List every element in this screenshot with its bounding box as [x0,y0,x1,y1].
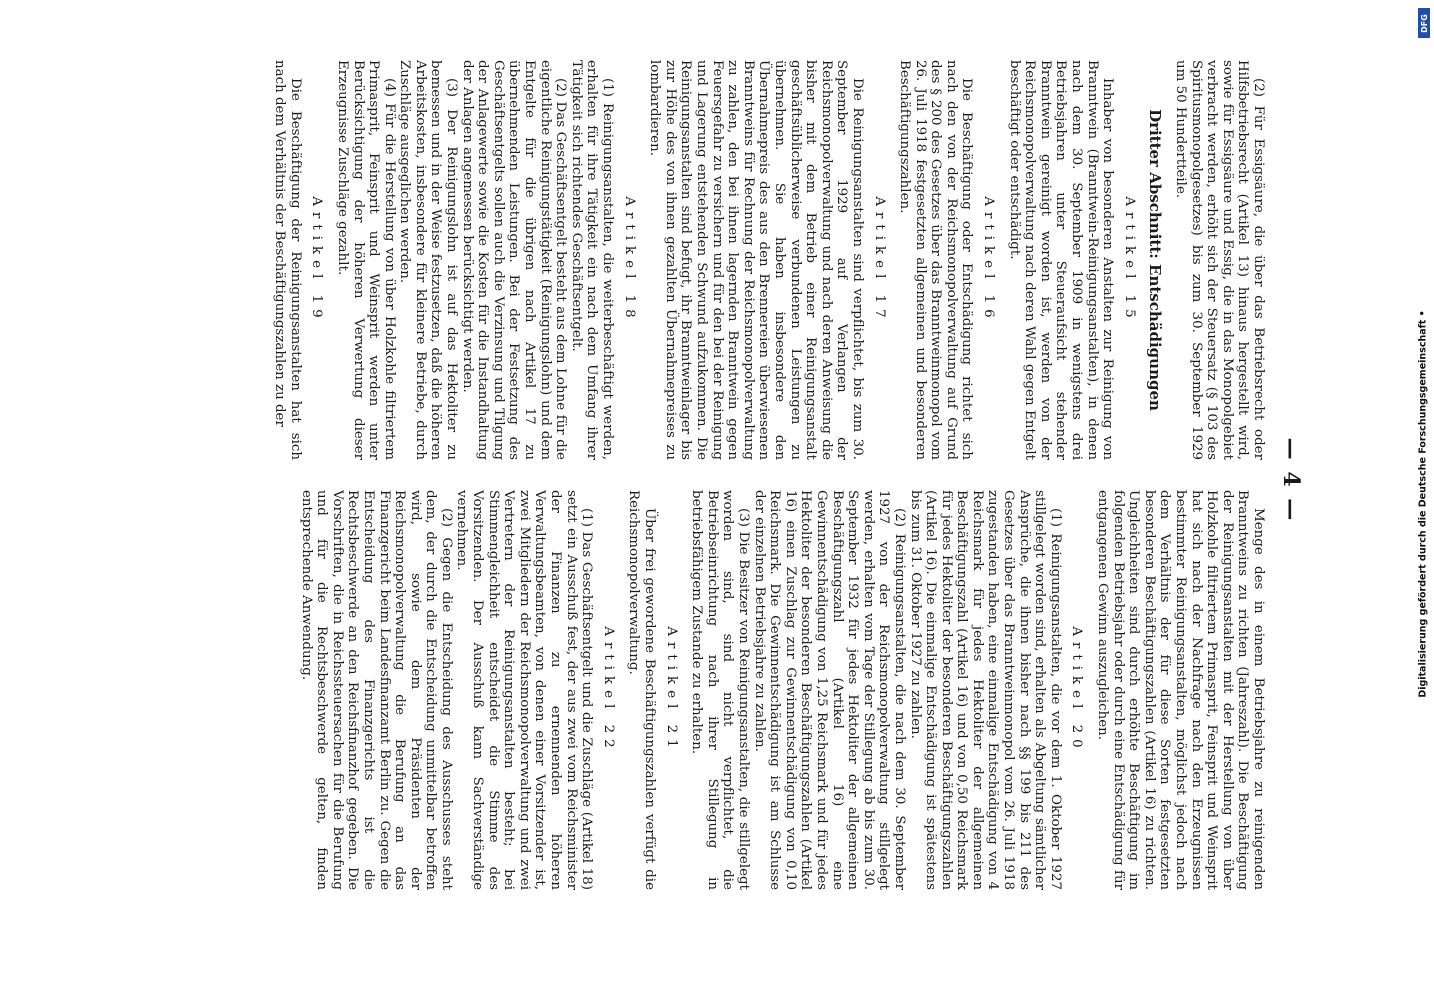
paragraph: Inhaber von besonderen Anstalten zur Reinigung von Branntwein (Branntwein-Reinigungsanstalten), in denen nach dem 30. September 1909 in wenigstens drei Betriebsjahren unter Steueraufsicht stehender Branntwein gereinigt worden ist, werden von der Reichsmonopolverwaltung nach deren Wahl gegen Entgelt beschäftigt oder entschädigt. [1006,60,1116,460]
paragraph: Die Reinigungsanstalten sind verpflichtet, bis zum 30. September 1929 auf Verlangen der Reichsmonopolverwaltung und nach deren Anweisung die bisher mit dem Betrieb einer Reinigungsanstalt geschäftsüblicherweise verbundenen Leistungen zu übernehmen. Sie haben insbesondere den Übernahmepreis des aus den Brennereien überwiesenen Branntweins für Rechnung der Reichsmonopolverwaltung zu zahlen, den bei ihnen lagernden Branntwein gegen Feuersgefahr zu versichern und für den bei der Reinigung und Lagerung entstehenden Schwund aufzukommen. Die Reinigungsanstalten sind befugt, ihr Branntweinlager bis zur Höhe des von ihnen gezahlten Übernahmepreises zu lombardieren. [647,60,865,460]
paragraph: (2) Reinigungsanstalten, die nach dem 30. September 1927 von der Reichsmonopolverwaltung stillgelegt werden, erhalten vom Tage der Stillegung ab bis zum 30. September 1932 für jedes Hektoliter der allgemeinen Beschäftigungszahl (Artikel 16) eine Gewinnentschädigung von 1,25 Reichsmark und für jedes Hektoliter der besonderen Beschäftigungszahlen (Artikel 16) einen Zuschlag zur Gewinnentschädigung von 0,10 Reichsmark. Die Gewinnentschädigung ist am Schlusse der einzelnen Betriebsjahre zu zahlen. [751,490,907,890]
right-column [298,490,1266,890]
section-heading: Dritter Abschnitt: Entschädigungen [1146,109,1165,411]
paragraph: (1) Reinigungsanstalten, die vor dem 1. Oktober 1927 stillgelegt worden sind, erhalten als Abgeltung sämtlicher Ansprüche, die ihnen bisher nach §§ 199 bis 211 des Gesetzes über das Branntweinmonopol vom 26. Juli 1918 zugestanden haben, eine einmalige Entschädigung von 4 Reichsmark für jedes Hektoliter der allgemeinen Beschäftigungszahl (Artikel 16) und von 0,50 Reichsmark für jedes Hektoliter der besonderen Beschäftigungszahlen (Artikel 16). Die einmalige Entschädigung ist spätestens bis zum 31. Oktober 1927 zu zahlen. [907,490,1063,890]
digitization-credit [1416,14,1430,994]
article-heading: Artikel 21 [663,626,679,754]
paragraph: (4) Für die Herstellung von über Holzkohle filtriertem Primasprit, Feinsprit und Weinsprit werden unter Berücksichtigung der höheren Verwertung dieser Erzeugnisse Zuschläge gezahlt. [334,60,397,460]
article-heading: Artikel 16 [981,196,997,324]
digitization-credit-text: Digitalisierung gefördert durch die Deutsche Forschungsgemeinschaft • [1417,310,1429,698]
document-page [112,60,1312,900]
paragraph: Menge des in einem Betriebsjahre zu reinigenden Branntweins zu richten (Jahreszahl). Die Beschäftigung der Reinigungsanstalten mit der Herstellung von über Holzkohle filtriertem Primasprit, Feinsprit und Weinsprit hat sich nach der Nachfrage nach den Erzeugnissen bestimmter Reinigungsanstalten, möglichst jedoch nach dem Verhältnis der für diese Sorten festgesetzten besonderen Beschäftigungszahlen (Artikel 16) zu richten. Ungleichheiten sind durch erhöhte Beschäftigung im folgenden Betriebsjahr oder durch eine Entschädigung für entgangenen Gewinn auszugleichen. [1095,490,1266,890]
paragraph: (2) Das Geschäftsentgelt besteht aus dem Lohne für die eigentliche Reinigungstätigkeit (Reinigungslohn) und dem Entgelte für die übrigen nach Artikel 17 zu übernehmenden Leistungen. Bei der Festsetzung des Geschäftsentgelts sollen auch die Verzinsung und Tilgung der Anlagewerte sowie die Kosten für die Instandhaltung der Anlagen angemessen berücksichtigt werden. [459,60,569,460]
paragraph: (1) Das Geschäftsentgelt und die Zuschläge (Artikel 18) setzt ein Ausschuß fest, der aus zwei vom Reichsminister der Finanzen zu ernennenden höheren Verwaltungsbeamten, von denen einer Vorsitzender ist, zwei Mitgliedern der Reichsmonopolverwaltung und zwei Vertretern der Reinigungsanstalten besteht; bei Stimmengleichheit entscheidet die Stimme des Vorsitzenden. Der Ausschuß kann Sachverständige vernehmen. [454,490,595,890]
article-heading: Artikel 20 [1069,626,1085,754]
paragraph: (2) Gegen die Entscheidung des Ausschusses steht dem, der durch die Entscheidung unmittelbar betroffen wird, sowie dem Präsidenten der Reichsmonopolverwaltung die Berufung an das Finanzgericht beim Landesfinanzamt Berlin zu. Gegen die Entscheidung des Finanzgerichts ist die Rechtsbeschwerde an den Reichsfinanzhof gegeben. Die Vorschriften, die in Reichssteuersachen für die Berufung und für die Rechtsbeschwerde gelten, finden entsprechende Anwendung. [298,490,454,890]
article-heading: Artikel 22 [600,626,616,754]
paragraph: Die Beschäftigung oder Entschädigung richtet sich nach den von der Reichsmonopolverwaltung auf Grund des § 200 des Gesetzes über das Branntweinmonopol vom 26. Juli 1918 festgesetzten allgemeinen und besonderen Beschäftigungszahlen. [897,60,975,460]
paragraph: (3) Die Besitzer von Reinigungsanstalten, die stillgelegt worden sind, sind nicht verpflichtet, die Betriebseinrichtung nach ihrer Stillegung in betriebsfähigem Zustande zu erhalten. [689,490,751,890]
dfg-logo: DFG [1418,8,1430,38]
article-heading: Artikel 15 [1121,196,1137,324]
article-heading: Artikel 18 [621,196,637,324]
paragraph: (1) Reinigungsanstalten, die weiterbeschäftigt werden, erhalten für ihre Tätigkeit ein nach dem Umfang ihrer Tätigkeit sich richtendes Geschäftsentgelt. [568,60,616,460]
left-column [272,60,1266,460]
article-heading: Artikel 19 [309,196,325,324]
paragraph: (2) Für Essigsäure, die über das Betriebsrecht oder Hilfsbetriebsrecht (Artikel 13) hinaus hergestellt wird, sowie für Essigsäure und Essig, die in das Monopolgebiet verbracht werden, erhöht sich der Steuersatz (§ 103 des Spiritusmonopolgesetzes) bis zum 30. September 1929 um 50 Hundertteile. [1173,60,1266,460]
article-heading: Artikel 17 [871,196,887,324]
paragraph: Über frei gewordene Beschäftigungszahlen verfügt die Reichsmonopolverwaltung. [626,490,658,890]
page-number: — 4 — [1278,437,1304,523]
paragraph: (3) Der Reinigungslohn ist auf das Hektoliter zu bemessen und in der Weise festzusetzen, daß die höheren Arbeitskosten, insbesondere für kleinere Betriebe, durch Zuschläge ausgeglichen werden. [397,60,460,460]
paragraph: Die Beschäftigung der Reinigungsanstalten hat sich nach dem Verhältnis der Beschäftigungszahlen zu der [272,60,303,460]
